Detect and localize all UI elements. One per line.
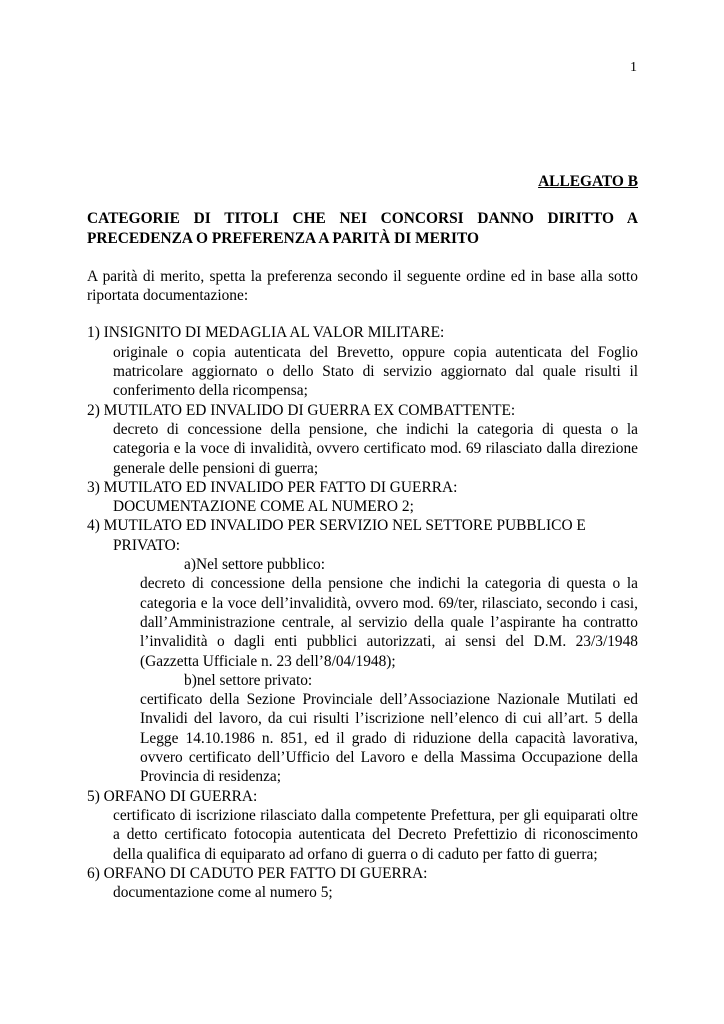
category-documentation: decreto di concessione della pensione, che indichi la categoria di questa o la categoria e la voce di invalidità, ovvero certificato mod. 69 rilasciato dalla direzione generale delle pensioni di guerra; bbox=[113, 420, 638, 477]
category-item-1 bbox=[87, 323, 638, 400]
category-heading: 4) MUTILATO ED INVALIDO PER SERVIZIO NEL SETTORE PUBBLICO E bbox=[87, 517, 586, 535]
category-list bbox=[87, 323, 638, 902]
category-item-3 bbox=[87, 478, 638, 517]
category-heading: 3) MUTILATO ED INVALIDO PER FATTO DI GUERRA: bbox=[87, 478, 458, 496]
category-item-5 bbox=[87, 787, 638, 864]
category-heading: 5) ORFANO DI GUERRA: bbox=[87, 787, 258, 805]
category-heading: 1) INSIGNITO DI MEDAGLIA AL VALOR MILITARE: bbox=[87, 324, 445, 342]
category-item-6 bbox=[87, 864, 638, 903]
category-heading: 2) MUTILATO ED INVALIDO DI GUERRA EX COMBATTENTE: bbox=[87, 401, 516, 419]
category-heading: 6) ORFANO DI CADUTO PER FATTO DI GUERRA: bbox=[87, 864, 428, 882]
category-documentation: documentazione come al numero 5; bbox=[113, 884, 333, 902]
private-sector-label: b)nel settore privato: bbox=[184, 671, 313, 689]
category-documentation: certificato di iscrizione rilasciato dalla competente Prefettura, per gli equiparati oltre a detto certificato fotocopia autenticata del Decreto Prefettizio di riconoscimento della qualifica di equiparato ad orfano di guerra o di caduto per fatto di guerra; bbox=[113, 806, 638, 863]
intro-paragraph: A parità di merito, spetta la preferenza secondo il seguente ordine ed in base alla sotto riportata documentazione: bbox=[87, 267, 638, 305]
public-sector-label: a)Nel settore pubblico: bbox=[184, 556, 326, 574]
private-sector-documentation: certificato della Sezione Provinciale dell’Associazione Nazionale Mutilati ed Invalidi del lavoro, da cui risulti l’iscrizione nell’elenco di cui all’art. 5 della Legge 14.10.1986 n. 851, ed il grado di riduzione della capacità lavorativa, ovvero certificato dell’Ufficio del Lavoro e della Massima Occupazione della Provincia di residenza; bbox=[140, 691, 638, 786]
category-item-4 bbox=[87, 516, 638, 786]
category-heading-continuation: PRIVATO: bbox=[113, 536, 181, 554]
category-documentation: originale o copia autenticata del Brevetto, oppure copia autenticata del Foglio matricolare aggiornato o dello Stato di servizio aggiornato dal quale risulti il conferimento della ricompensa; bbox=[113, 343, 638, 400]
public-sector-documentation: decreto di concessione della pensione che indichi la categoria di questa o la categoria e la voce dell’invalidità, ovvero mod. 69/ter, rilasciato, secondo i casi, dall’Amministrazione centrale, al servizio della quale l’aspirante ha contratto l’invalidità o dagli enti pubblici autorizzati, ai sensi del D.M. 23/3/1948 (Gazzetta Ufficiale n. 23 dell’8/04/1948); bbox=[140, 575, 638, 670]
category-documentation: DOCUMENTAZIONE COME AL NUMERO 2; bbox=[113, 498, 414, 516]
category-item-2 bbox=[87, 401, 638, 478]
document-body bbox=[87, 172, 638, 902]
page-number: 1 bbox=[630, 60, 637, 75]
document-title: CATEGORIE DI TITOLI CHE NEI CONCORSI DANNO DIRITTO A PRECEDENZA O PREFERENZA A PARITÀ DI MERITO bbox=[87, 210, 638, 247]
annex-label: ALLEGATO B bbox=[538, 173, 638, 190]
